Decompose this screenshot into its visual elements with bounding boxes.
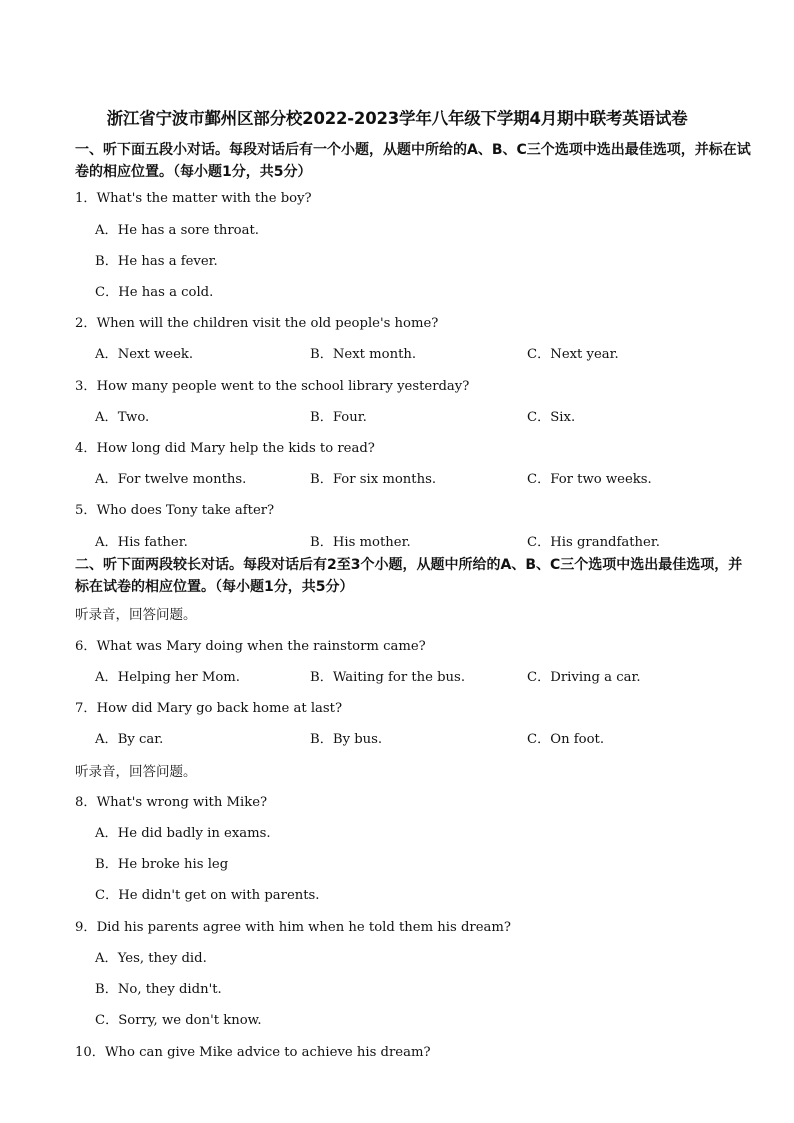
section-one-heading: 一、听下面五段小对话。每段对话后有一个小题，从题中所给的A、B、C三个选项中选出最佳选项，并标在试卷的相应位置。（每小题1分，共5分）: [75, 142, 751, 180]
q8-option-b: B．He broke his leg: [95, 857, 229, 872]
q3-option-a: A．Two.: [95, 410, 150, 425]
q3-option-c: C．Six.: [527, 410, 576, 425]
question-1: 1．What's the matter with the boy?: [75, 191, 312, 206]
q6-option-b: B．Waiting for the bus.: [310, 670, 466, 685]
section-two-heading: 二、听下面两段较长对话。每段对话后有2至3个小题，从题中所给的A、B、C三个选项中选出最佳选项，并标在试卷的相应位置。（每小题1分，共5分）: [75, 557, 743, 595]
q8-option-a: A．He did badly in exams.: [95, 826, 271, 841]
q2-option-a: A．Next week.: [95, 347, 194, 362]
q9-option-a: A．Yes, they did.: [95, 951, 207, 966]
listening-note-2: 听录音，回答问题。: [75, 764, 197, 780]
q2-option-b: B．Next month.: [310, 347, 417, 362]
question-8: 8．What's wrong with Mike?: [75, 795, 268, 810]
q1-option-c: C．He has a cold.: [95, 285, 214, 300]
question-6: 6．What was Mary doing when the rainstorm came?: [75, 639, 426, 654]
q2-option-c: C．Next year.: [527, 347, 619, 362]
question-5: 5．Who does Tony take after?: [75, 503, 275, 518]
q4-option-a: A．For twelve months.: [95, 472, 247, 487]
q5-option-b: B．His mother.: [310, 535, 411, 550]
question-4: 4．How long did Mary help the kids to read?: [75, 441, 375, 456]
q6-option-c: C．Driving a car.: [527, 670, 641, 685]
q7-option-c: C．On foot.: [527, 732, 605, 747]
question-3: 3．How many people went to the school library yesterday?: [75, 379, 470, 394]
question-10: 10．Who can give Mike advice to achieve his dream?: [75, 1045, 431, 1060]
question-7: 7．How did Mary go back home at last?: [75, 701, 343, 716]
question-9: 9．Did his parents agree with him when he told them his dream?: [75, 920, 511, 935]
q5-option-c: C．His grandfather.: [527, 535, 660, 550]
q4-option-b: B．For six months.: [310, 472, 437, 487]
q9-option-c: C．Sorry, we don't know.: [95, 1013, 262, 1028]
q1-option-a: A．He has a sore throat.: [95, 223, 259, 238]
q4-option-c: C．For two weeks.: [527, 472, 652, 487]
q6-option-a: A．Helping her Mom.: [95, 670, 240, 685]
q1-option-b: B．He has a fever.: [95, 254, 218, 269]
exam-title: 浙江省宁波市鄞州区部分校2022-2023学年八年级下学期4月期中联考英语试卷: [106, 109, 688, 128]
q7-option-b: B．By bus.: [310, 732, 383, 747]
q9-option-b: B．No, they didn't.: [95, 982, 222, 997]
question-2: 2．When will the children visit the old people's home?: [75, 316, 439, 331]
q7-option-a: A．By car.: [95, 732, 164, 747]
q3-option-b: B．Four.: [310, 410, 367, 425]
q8-option-c: C．He didn't get on with parents.: [95, 888, 320, 903]
listening-note-1: 听录音，回答问题。: [75, 607, 197, 623]
q5-option-a: A．His father.: [95, 535, 188, 550]
